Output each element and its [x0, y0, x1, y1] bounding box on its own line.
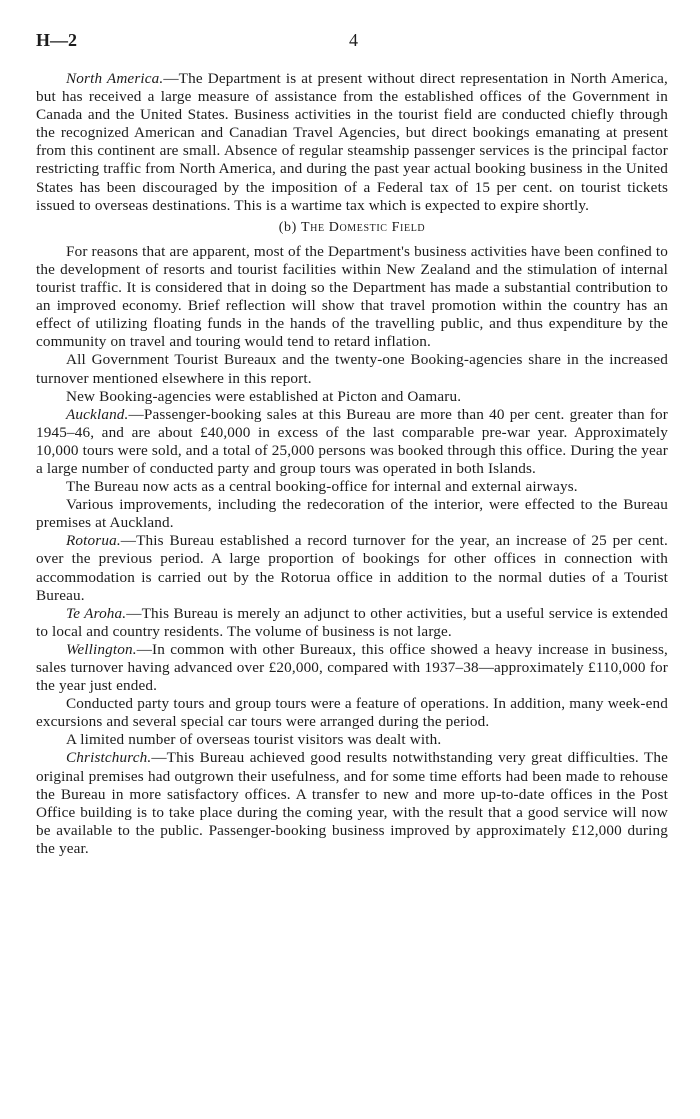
paragraph-text: —This Bureau achieved good results notwithstanding very great difficulties. The original premises had outgrown their usefulness, and for some time efforts had been made to rehouse the Bureau in more satisfactory offices. A transfer to new and more up-to-date offices in the Post Office building is to take place during the coming year, with the result that a good service will now be available to the public. Passenger-booking business improved by approximately £12,000 during the year. [36, 749, 668, 857]
paragraph-text: —The Department is at present without direct representation in North America, but has received a large measure of assistance from the established offices of the Government in Canada and the United States. Business activities in the tourist field are conducted chiefly through the recognized American and Canadian Travel Agencies, but direct bookings emanating at present from this continent are small. Absence of regular steamship passenger services is the principal factor restricting traffic from North America, and during the past year actual booking business in the United States has been discouraged by the imposition of a Federal tax of 15 per cent. on tourist tickets issued to overseas destinations. This is a wartime tax which is expected to expire shortly. [36, 70, 668, 214]
paragraph-auckland [36, 406, 668, 478]
paragraph-text: Various improvements, including the redecoration of the interior, were effected to the Bureau premises at Auckland. [36, 496, 668, 532]
paragraph-text: The Bureau now acts as a central booking-office for internal and external airways. [66, 478, 578, 496]
paragraph-text: —This Bureau established a record turnover for the year, an increase of 25 per cent. over the previous period. A large proportion of bookings for other offices in connection with accommodation is carried out by the Rotorua office in addition to the normal duties of a Tourist Bureau. [36, 532, 668, 604]
paragraph-te-aroha [36, 605, 668, 641]
paragraph-text: All Government Tourist Bureaux and the twenty-one Booking-agencies share in the increased turnover mentioned elsewhere in this report. [36, 351, 668, 387]
paragraph-auckland-improvements [36, 496, 668, 532]
paragraph-text: New Booking-agencies were established at Picton and Oamaru. [66, 387, 462, 405]
paragraph-rotorua [36, 532, 668, 604]
paragraph-heading: North America. [66, 70, 164, 87]
paragraph-bureaux-share [36, 351, 668, 387]
paragraph-text: For reasons that are apparent, most of the Department's business activities have been confined to the development of resorts and tourist facilities within New Zealand and the stimulation of internal tourist traffic. It is considered that in doing so the Department has made a substantial contribution to an improved economy. Brief reflection will show that travel promotion within the country has an effect of utilizing floating funds in the hands of the travelling public, and thus expenditure by the community on travel and touring would tend to retard inflation. [36, 242, 668, 351]
paragraph-text: A limited number of overseas tourist visitors was dealt with. [66, 731, 442, 749]
paragraph-wellington-visitors [36, 731, 668, 749]
paragraph-north-america [36, 70, 668, 215]
section-heading [36, 219, 668, 237]
paragraph-heading: Wellington. [66, 640, 137, 658]
paragraph-domestic-intro [36, 243, 668, 352]
paragraph-christchurch [36, 749, 668, 858]
paragraph-heading: Rotorua. [66, 532, 121, 550]
page-body [36, 70, 668, 858]
paragraph-text: —This Bureau is merely an adjunct to other activities, but a useful service is extended to local and country residents. The volume of business is not large. [36, 604, 668, 640]
paragraph-heading: Christchurch. [66, 749, 152, 767]
page-number: 4 [349, 30, 358, 50]
paragraph-wellington-tours [36, 695, 668, 731]
section-title: The Domestic Field [300, 219, 426, 235]
document-reference: H—2 [36, 30, 78, 50]
paragraph-text: Conducted party tours and group tours were a feature of operations. In addition, many week-end excursions and several special car tours were arranged during the period. [36, 695, 668, 731]
section-label: (b) [278, 219, 297, 235]
paragraph-auckland-airways [36, 478, 668, 496]
paragraph-heading: Te Aroha. [66, 604, 127, 622]
paragraph-text: —Passenger-booking sales at this Bureau are more than 40 per cent. greater than for 1945–46, and are about £40,000 in excess of the last comparable pre-war year. Approximately 10,000 tours were sold, and a total of 25,000 persons was booked through this office. During the year a large number of conducted party and group tours was operated in both Islands. [36, 405, 668, 477]
paragraph-new-agencies [36, 388, 668, 406]
paragraph-text: —In common with other Bureaux, this office showed a heavy increase in business, sales turnover having advanced over £20,000, compared with 1937–38—approximately £110,000 for the year just ended. [36, 640, 668, 695]
paragraph-wellington [36, 641, 668, 695]
page-header [36, 30, 664, 54]
paragraph-heading: Auckland. [66, 405, 129, 423]
